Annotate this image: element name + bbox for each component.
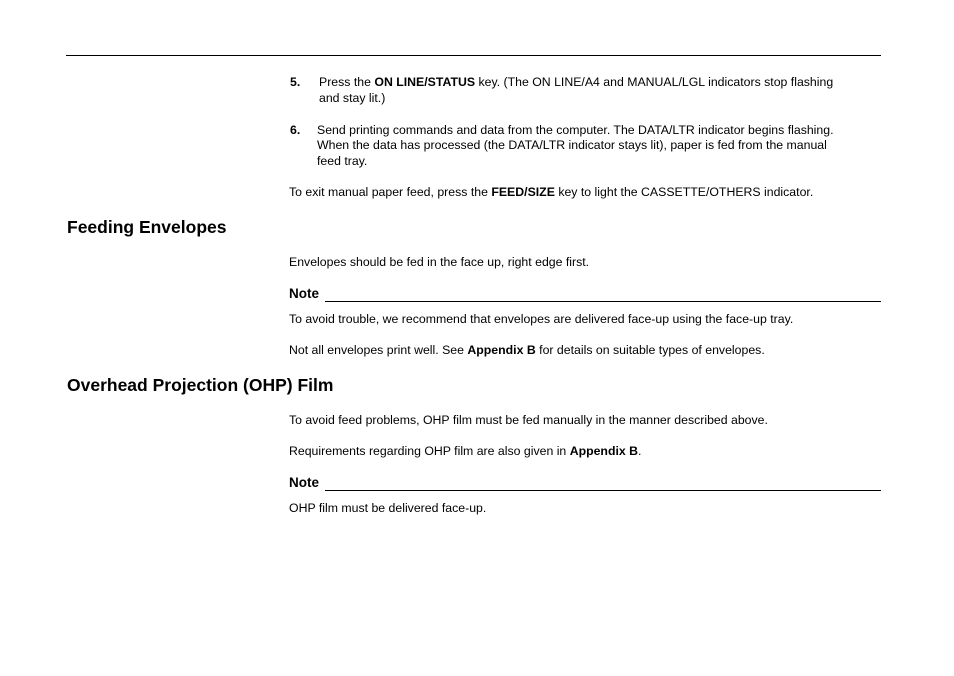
key-name: SIZE — [527, 185, 555, 199]
note-header — [289, 285, 881, 303]
key-name: ON LINE — [374, 75, 425, 89]
note-rule — [325, 301, 881, 302]
note-label: Note — [289, 475, 319, 490]
key-name: FEED — [491, 185, 525, 199]
envelopes-intro: Envelopes should be fed in the face up, right edge first. — [289, 255, 590, 269]
exit-manual-feed-paragraph: To exit manual paper feed, press the FEED/SIZE key to light the CASSETTE/OTHERS indicator. — [289, 185, 814, 199]
step-number: 5. — [290, 75, 301, 89]
note-label: Note — [289, 286, 319, 301]
appendix-reference: Appendix B — [467, 343, 536, 357]
envelopes-appendix-paragraph: Not all envelopes print well. See Appendix B for details on suitable types of envelopes. — [289, 343, 765, 357]
section-heading-feeding-envelopes: Feeding Envelopes — [67, 217, 227, 237]
note-rule — [325, 490, 881, 491]
step-text-continued: When the data has processed (the DATA/LTR indicator stays lit), paper is fed from the manual — [317, 138, 827, 152]
appendix-reference: Appendix B — [569, 444, 639, 458]
step-text-continued: feed tray. — [317, 154, 368, 168]
step-text: Press the ON LINE/STATUS key. (The ON LINE/A4 and MANUAL/LGL indicators stop flashing — [319, 75, 834, 89]
note-text: OHP film must be delivered face-up. — [289, 501, 487, 515]
step-text-continued: and stay lit.) — [319, 91, 386, 105]
ohp-intro: To avoid feed problems, OHP film must be fed manually in the manner described above. — [289, 413, 768, 427]
section-heading-ohp-film: Overhead Projection (OHP) Film — [67, 375, 334, 395]
ohp-requirements-paragraph: Requirements regarding OHP film are also given in Appendix B. — [289, 444, 642, 458]
key-name: STATUS — [427, 75, 476, 89]
step-text: Send printing commands and data from the computer. The DATA/LTR indicator begins flashing. — [317, 123, 834, 137]
header-rule — [66, 55, 881, 56]
note-header — [289, 474, 881, 492]
step-number: 6. — [290, 123, 301, 137]
note-text: To avoid trouble, we recommend that envelopes are delivered face-up using the face-up tray. — [289, 312, 794, 326]
